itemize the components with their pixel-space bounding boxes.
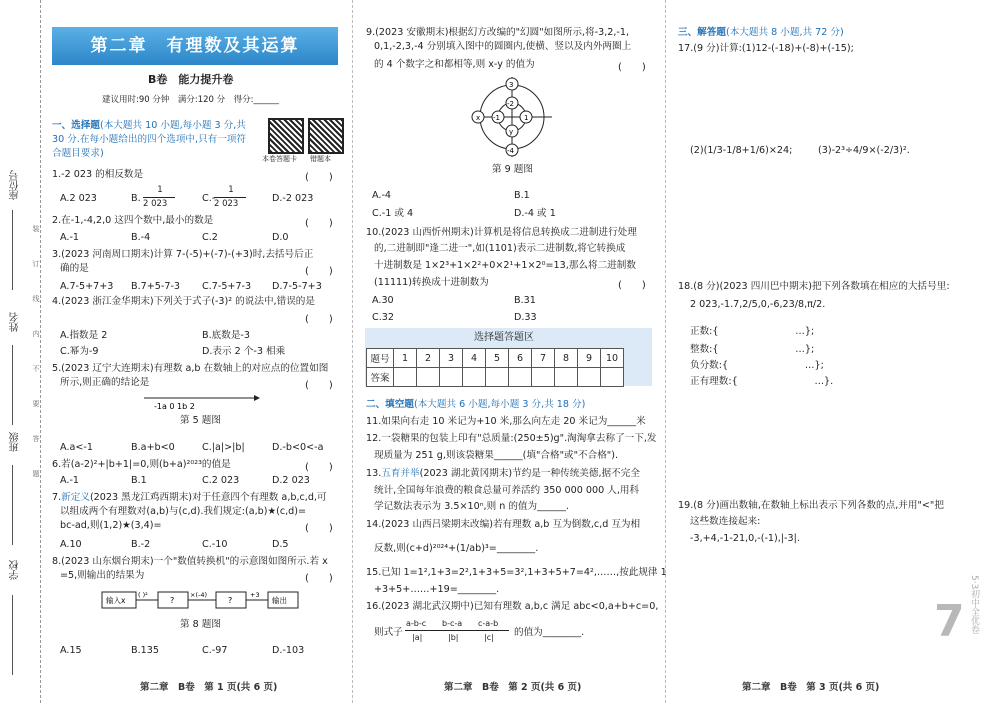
answer-bracket[interactable]: ( )	[618, 62, 646, 73]
answer-bracket[interactable]: ( )	[305, 462, 333, 473]
q5-stem2: 所示,则正确的结论是	[60, 377, 150, 388]
qr-label: 错题本	[310, 155, 331, 163]
brand-text: 5·3初中全优卷	[969, 575, 979, 635]
q9-option-d: D.-4 或 1	[514, 208, 556, 219]
q10-stem2: 的,二进制即"逢二进一",如(1101)表示二进制数,将它转换成	[374, 243, 626, 254]
answer-cell[interactable]	[555, 368, 578, 387]
dash-word: 不	[32, 365, 40, 372]
q5-option-c: C.|a|>|b|	[202, 442, 245, 453]
answer-bracket[interactable]: ( )	[305, 523, 333, 534]
q8-box-out: 输出	[272, 596, 287, 605]
answer-cell[interactable]	[578, 368, 601, 387]
q7-option-c: C.-10	[202, 539, 228, 550]
answer-bracket[interactable]: ( )	[305, 573, 333, 584]
q3-stem2: 确的是	[60, 263, 89, 274]
q6-option-a: A.-1	[60, 475, 80, 486]
q8-box-q2: ?	[228, 596, 233, 605]
section1-title: 一、选择题(本大题共 10 小题,每小题 3 分,共	[52, 120, 246, 131]
q5-axis-labels: -1a 0 1b 2	[154, 402, 195, 411]
q6-option-d: D.2 023	[272, 475, 310, 486]
grid-num: 9	[578, 349, 601, 368]
q1-option-a: A.2 023	[60, 193, 97, 204]
q8-option-c: C.-97	[202, 645, 228, 656]
q13-text3: 学记数法表示为 3.5×10ⁿ,则 n 的值为______.	[374, 501, 569, 512]
q6-option-c: C.2 023	[202, 475, 240, 486]
q16-frac1-num: a-b-c	[406, 619, 427, 628]
q14-text2: 反数,则(c+d)²⁰²⁴+(1/ab)³=________.	[374, 543, 539, 554]
q9-stem3: 的 4 个数字之和都相等,则 x-y 的值为	[374, 59, 535, 70]
q9-option-b: B.1	[514, 190, 530, 201]
q1-c-num: 1	[228, 185, 234, 195]
q6-stem: 6.若(a-2)²+|b+1|=0,则(b+a)²⁰²³的值是	[52, 459, 231, 470]
name-label: 姓名	[10, 312, 21, 332]
grid-header: 答案	[367, 368, 394, 387]
q3-option-c: C.7-5+7-3	[202, 281, 252, 292]
q19-numbers: -3,+4,-1-21,0,-(-1),|-3|.	[690, 533, 800, 544]
q16-text3: 的值为________.	[514, 627, 585, 638]
q1-stem: 1.-2 023 的相反数是	[52, 169, 144, 180]
grid-header: 题号	[367, 349, 394, 368]
dash-word: 线	[32, 295, 40, 302]
grid-num: 10	[601, 349, 624, 368]
q17-text: 17.(9 分)计算:(1)12-(-18)+(-8)+(-15);	[678, 43, 854, 54]
answer-bracket[interactable]: ( )	[305, 314, 333, 325]
q13-text2: 统计,全国每年浪费的粮食总量可养活约 350 000 000 人,用科	[374, 485, 640, 496]
q7-option-d: D.5	[272, 539, 289, 550]
q16-frac2-num: b-c-a	[442, 619, 463, 628]
q9-num-mid: -2	[507, 100, 514, 108]
q7-stem3: bc-ad,则(1,2)★(3,4)=	[60, 520, 162, 531]
school-label: 学校	[10, 560, 21, 580]
q9-option-c: C.-1 或 4	[372, 208, 414, 219]
q16-frac1-den: |a|	[412, 633, 423, 642]
answer-bracket[interactable]: ( )	[305, 380, 333, 391]
q1-option-d: D.-2 023	[272, 193, 314, 204]
q3-option-b: B.7+5-7-3	[131, 281, 181, 292]
q3-option-d: D.7-5-7+3	[272, 281, 322, 292]
answer-cell[interactable]	[601, 368, 624, 387]
q8-option-a: A.15	[60, 645, 82, 656]
page-footer: 第二章 B卷 第 1 页(共 6 页)	[140, 682, 278, 693]
q15-text: 15.已知 1=1²,1+3=2²,1+3+5=3²,1+3+5+7=4²,……,按此规律 1	[366, 567, 667, 578]
page-footer: 第二章 B卷 第 3 页(共 6 页)	[742, 682, 880, 693]
q12-text2: 现质量为 251 g,则该袋糖果______(填"合格"或"不合格").	[374, 450, 619, 461]
dash-word: 答	[32, 435, 40, 442]
q9-num-x: x	[476, 114, 481, 122]
q15-text2: +3+5+……+19=________.	[374, 584, 500, 595]
q1-option-b: B.	[131, 193, 141, 204]
qr-code[interactable]	[268, 118, 304, 154]
q17-part3: (3)-2³÷4/9×(-2/3)².	[818, 145, 910, 156]
qr-code[interactable]	[308, 118, 344, 154]
q16-frac3-num: c-a-b	[478, 619, 499, 628]
grid-num: 8	[555, 349, 578, 368]
brand-number: 7	[934, 596, 965, 647]
frac-bar	[405, 630, 509, 631]
q12-text: 12.一袋糖果的包装上印有"总质量:(250±5)g".淘淘拿去称了一下,发	[366, 433, 657, 444]
grid-num: 7	[532, 349, 555, 368]
q8-flowchart	[100, 588, 330, 612]
dash-word: 内	[32, 330, 40, 337]
q18-negative-fraction[interactable]: 负分数:{ …};	[690, 360, 824, 371]
q9-caption: 第 9 题图	[492, 164, 533, 175]
q2-option-d: D.0	[272, 232, 289, 243]
chapter-title: 第二章 有理数及其运算	[52, 27, 338, 65]
q11-text: 11.如果向右走 10 米记为+10 米,那么向左走 20 米记为______米	[366, 416, 646, 427]
q9-num-y: y	[509, 128, 514, 136]
column-divider	[352, 0, 353, 703]
q4-option-d: D.表示 2 个-3 相乘	[202, 346, 286, 357]
q10-option-a: A.30	[372, 295, 394, 306]
q19-text: 19.(8 分)画出数轴,在数轴上标出表示下列各数的点,并用"<"把	[678, 500, 944, 511]
q8-box-q1: ?	[170, 596, 175, 605]
q7-stem2: 以组成两个有理数对(a,b)与(c,d).我们规定:(a,b)★(c,d)=	[60, 506, 307, 517]
q5-number-line	[140, 390, 260, 412]
q9-stem2: 0,1,-2,3,-4 分别填入图中的圆圈内,使横、竖以及内外两圈上	[374, 41, 632, 52]
class-line	[12, 465, 13, 545]
q7-option-a: A.10	[60, 539, 82, 550]
section1-note: 合题目要求)	[52, 148, 104, 159]
q5-stem: 5.(2023 辽宁大连期末)有理数 a,b 在数轴上的对应点的位置如图	[52, 363, 329, 374]
q18-integer[interactable]: 整数:{ …};	[690, 344, 815, 355]
answer-cell[interactable]	[532, 368, 555, 387]
q5-option-b: B.a+b<0	[131, 442, 175, 453]
q9-num-in-left: -1	[493, 114, 500, 122]
q9-magic-circle	[468, 74, 558, 160]
answer-cell[interactable]	[440, 368, 463, 387]
q2-option-b: B.-4	[131, 232, 151, 243]
q18-numbers: 2 023,-1.7,2/5,0,-6,23/8,π/2.	[690, 299, 826, 310]
grid-num: 1	[394, 349, 417, 368]
q10-option-d: D.33	[514, 312, 537, 323]
q7-option-b: B.-2	[131, 539, 151, 550]
dash-word: 装	[32, 225, 40, 232]
q9-option-a: A.-4	[372, 190, 392, 201]
q16-text2: 则式子	[374, 627, 403, 638]
q10-stem3: 十进制数是 1×2³+1×2²+0×2¹+1×2⁰=13,那么将二进制数	[374, 260, 636, 271]
q8-stem: 8.(2023 山东烟台期末)一个"数值转换机"的示意图如图所示.若 x	[52, 556, 328, 567]
name-line	[12, 345, 13, 425]
q1-b-num: 1	[157, 185, 163, 195]
answer-cell[interactable]	[463, 368, 486, 387]
exam-meta: 建议用时:90 分钟 满分:120 分 得分:______	[102, 95, 280, 105]
grid-num: 5	[486, 349, 509, 368]
section2-title: 二、填空题(本大题共 6 小题,每小题 3 分,共 18 分)	[366, 399, 586, 410]
q3-stem: 3.(2023 河南周口期末)计算 7-(-5)+(-7)-(+3)时,去括号后正	[52, 249, 314, 260]
q9-num-bot: -4	[507, 147, 514, 155]
q10-option-b: B.31	[514, 295, 536, 306]
q5-caption: 第 5 题图	[180, 415, 221, 426]
q18-text: 18.(8 分)(2023 四川巴中期末)把下列各数填在相应的大括号里:	[678, 281, 950, 292]
dash-word: 题	[32, 470, 40, 477]
binding-strip	[0, 0, 41, 703]
answer-cell[interactable]	[417, 368, 440, 387]
page-footer: 第二章 B卷 第 2 页(共 6 页)	[444, 682, 582, 693]
answer-cell[interactable]	[509, 368, 532, 387]
q8-option-b: B.135	[131, 645, 159, 656]
q18-positive-rational[interactable]: 正有理数:{ …}.	[690, 376, 834, 387]
q16-frac2-den: |b|	[448, 633, 459, 642]
q1-b-den: 2 023	[143, 199, 168, 209]
paper-title: B卷 能力提升卷	[148, 73, 234, 86]
q16-text: 16.(2023 湖北武汉期中)已知有理数 a,b,c 满足 abc<0,a+b+c=0,	[366, 601, 659, 612]
school-line	[12, 595, 13, 675]
q10-option-c: C.32	[372, 312, 394, 323]
answer-bracket[interactable]: ( )	[305, 172, 333, 183]
class-label: 班级	[10, 432, 21, 452]
q8-caption: 第 8 题图	[180, 619, 221, 630]
q3-option-a: A.7-5+7+3	[60, 281, 114, 292]
q2-option-a: A.-1	[60, 232, 80, 243]
answer-bracket[interactable]: ( )	[618, 280, 646, 291]
seat-label: 座位号	[10, 170, 21, 200]
section1-note: 30 分.在每小题给出的四个选项中,只有一项符	[52, 134, 247, 145]
answer-grid-title: 选择题答题区	[474, 332, 534, 343]
q8-op2: ×(-4)	[190, 591, 207, 599]
q5-option-a: A.a<-1	[60, 442, 93, 453]
answer-grid	[366, 348, 624, 387]
q8-option-d: D.-103	[272, 645, 305, 656]
q2-option-c: C.2	[202, 232, 218, 243]
grid-num: 6	[509, 349, 532, 368]
q1-option-c: C.-	[202, 193, 216, 204]
qr-label: 本卷答题卡	[262, 155, 297, 163]
q14-text: 14.(2023 山西吕梁期末改编)若有理数 a,b 互为倒数,c,d 互为相	[366, 519, 641, 530]
grid-num: 2	[417, 349, 440, 368]
answer-bracket[interactable]: ( )	[305, 218, 333, 229]
answer-cell[interactable]	[486, 368, 509, 387]
q10-stem: 10.(2023 山西忻州期末)计算机是将信息转换成二进制进行处理	[366, 227, 637, 238]
section3-title: 三、解答题(本大题共 8 小题,共 72 分)	[678, 27, 844, 38]
seat-line	[12, 210, 13, 290]
grid-num: 4	[463, 349, 486, 368]
q9-num-top: 3	[509, 81, 514, 89]
q5-option-d: D.-b<0<-a	[272, 442, 324, 453]
q18-positive[interactable]: 正数:{ …};	[690, 326, 815, 337]
dash-word: 要	[32, 400, 40, 407]
q4-stem: 4.(2023 浙江金华期末)下列关于式子(-3)² 的说法中,错误的是	[52, 296, 315, 307]
q2-stem: 2.在-1,-4,2,0 这四个数中,最小的数是	[52, 215, 214, 226]
answer-bracket[interactable]: ( )	[305, 266, 333, 277]
q13-text: 13.五育并举(2023 湖北黄冈期末)节约是一种传统美德,据不完全	[366, 468, 640, 479]
q10-stem4: (11111)转换成十进制数为	[374, 277, 489, 288]
q17-part2: (2)(1/3-1/8+1/6)×24;	[690, 145, 793, 156]
q4-option-a: A.指数是 2	[60, 330, 108, 341]
q6-option-b: B.1	[131, 475, 147, 486]
q8-op1: ( )²	[138, 591, 148, 599]
column-divider	[665, 0, 666, 703]
q8-box-in: 输入x	[106, 596, 126, 605]
q7-stem: 7.新定义(2023 黑龙江鸡西期末)对于任意四个有理数 a,b,c,d,可	[52, 492, 327, 503]
q4-option-b: B.底数是-3	[202, 330, 250, 341]
q9-stem: 9.(2023 安徽期末)根据幻方改编的"幻圆"如图所示,将-3,2,-1,	[366, 27, 630, 38]
q8-op3: +3	[250, 591, 260, 599]
q8-stem2: =5,则输出的结果为	[60, 570, 145, 581]
q4-option-c: C.幂为-9	[60, 346, 99, 357]
q9-num-right: 1	[524, 114, 529, 122]
q19-text2: 这些数连接起来:	[690, 516, 761, 527]
dash-word: 订	[32, 260, 40, 267]
q16-frac3-den: |c|	[484, 633, 494, 642]
grid-num: 3	[440, 349, 463, 368]
answer-cell[interactable]	[394, 368, 417, 387]
q1-c-den: 2 023	[214, 199, 239, 209]
